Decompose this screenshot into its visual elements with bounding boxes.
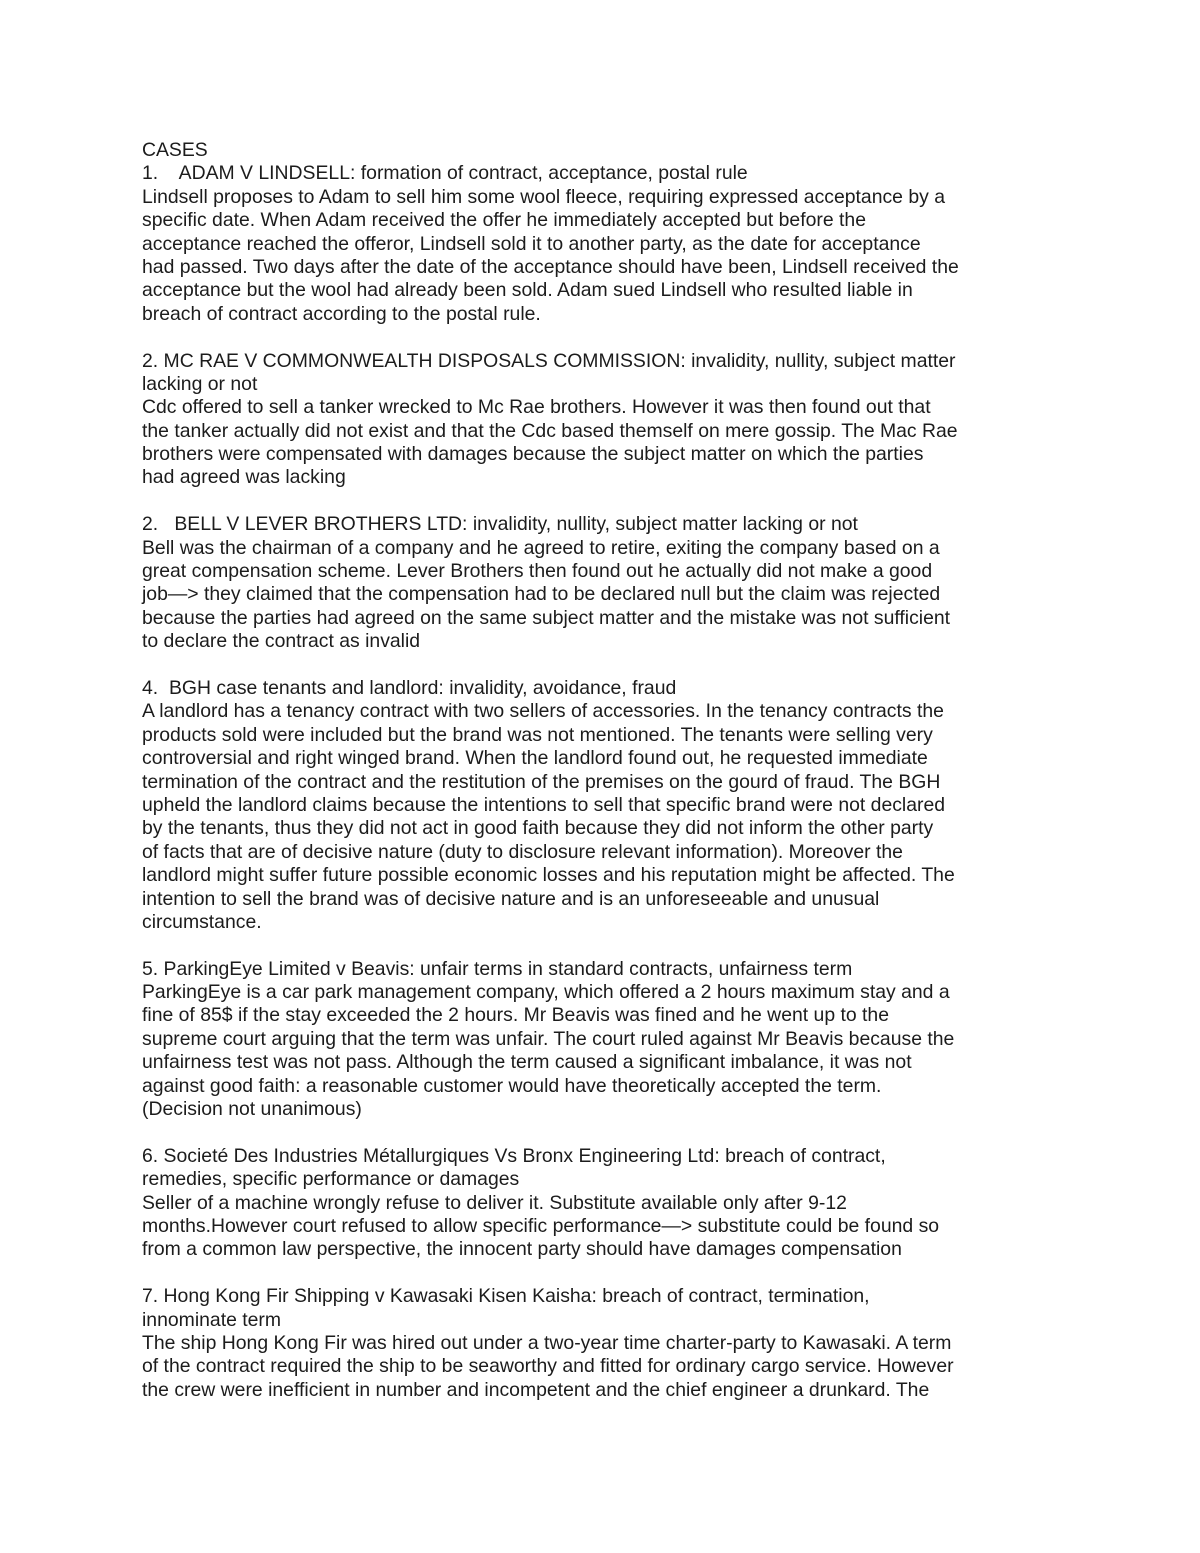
case-text-line: breach of contract according to the postal rule. — [142, 302, 541, 325]
case-text-line: The ship Hong Kong Fir was hired out under a two-year time charter-party to Kawasaki. A term — [142, 1331, 952, 1354]
case-text-line: intention to sell the brand was of decisive nature and is an unforeseeable and unusual — [142, 887, 880, 910]
case-text-line: from a common law perspective, the innocent party should have damages compensation — [142, 1238, 902, 1261]
case-text-line: unfairness test was not pass. Although the term caused a significant imbalance, it was not — [142, 1051, 912, 1074]
case-text-line: of facts that are of decisive nature (duty to disclosure relevant information). Moreover the — [142, 840, 903, 863]
case-text-line: lacking or not — [142, 372, 258, 395]
case-heading-line: 5. ParkingEye Limited v Beavis: unfair terms in standard contracts, unfairness term — [142, 957, 853, 980]
case-text-line: ParkingEye is a car park management company, which offered a 2 hours maximum stay and a — [142, 981, 950, 1004]
case-text-line: acceptance but the wool had already been sold. Adam sued Lindsell who resulted liable in — [142, 279, 913, 302]
case-text-line: landlord might suffer future possible economic losses and his reputation might be affected. The — [142, 864, 955, 887]
case-heading-line: 7. Hong Kong Fir Shipping v Kawasaki Kisen Kaisha: breach of contract, termination, — [142, 1285, 870, 1308]
case-text-line: termination of the contract and the restitution of the premises on the gourd of fraud. The BGH — [142, 770, 941, 793]
case-text-line: because the parties had agreed on the same subject matter and the mistake was not sufficient — [142, 606, 951, 629]
case-text-line: Lindsell proposes to Adam to sell him some wool fleece, requiring expressed acceptance by a — [142, 185, 945, 208]
case-paragraph — [142, 513, 1072, 653]
case-text-line: Cdc offered to sell a tanker wrecked to Mc Rae brothers. However it was then found out that — [142, 396, 931, 419]
paragraph-gap — [142, 934, 1072, 957]
document-body — [142, 139, 1072, 1402]
case-text-line: great compensation scheme. Lever Brothers then found out he actually did not make a good — [142, 560, 933, 583]
case-text-line: upheld the landlord claims because the intentions to sell that specific brand were not declared — [142, 793, 946, 816]
case-text-line: had agreed was lacking — [142, 466, 346, 489]
paragraph-gap — [142, 1262, 1072, 1285]
case-text-line: Bell was the chairman of a company and he agreed to retire, exiting the company based on a — [142, 536, 940, 559]
case-text-line: to declare the contract as invalid — [142, 630, 421, 653]
case-paragraph — [142, 162, 1072, 326]
case-text-line: remedies, specific performance or damages — [142, 1168, 520, 1191]
case-text-line: fine of 85$ if the stay exceeded the 2 hours. Mr Beavis was fined and he went up to the — [142, 1004, 890, 1027]
case-text-line: months.However court refused to allow specific performance—> substitute could be found so — [142, 1214, 940, 1237]
case-text-line: against good faith: a reasonable customer would have theoretically accepted the term. — [142, 1074, 882, 1097]
case-text-line: had passed. Two days after the date of the acceptance should have been, Lindsell received the — [142, 255, 959, 278]
case-text-line: the tanker actually did not exist and that the Cdc based themself on mere gossip. The Mac Rae — [142, 419, 958, 442]
case-text-line: by the tenants, thus they did not act in good faith because they did not inform the other party — [142, 817, 934, 840]
case-heading-line: 2. BELL V LEVER BROTHERS LTD: invalidity, nullity, subject matter lacking or not — [142, 513, 858, 536]
case-paragraph — [142, 1145, 1072, 1262]
case-paragraph — [142, 1285, 1072, 1402]
case-heading-line: 1. ADAM V LINDSELL: formation of contract, acceptance, postal rule — [142, 162, 748, 185]
case-text-line: acceptance reached the offeror, Lindsell sold it to another party, as the date for acceptance — [142, 232, 921, 255]
case-text-line: the crew were inefficient in number and incompetent and the chief engineer a drunkard. The — [142, 1378, 930, 1401]
paragraph-gap — [142, 326, 1072, 349]
case-list — [142, 162, 1072, 1402]
paragraph-gap — [142, 654, 1072, 677]
case-text-line: specific date. When Adam received the offer he immediately accepted but before the — [142, 209, 866, 232]
case-text-line: supreme court arguing that the term was unfair. The court ruled against Mr Beavis because the — [142, 1027, 955, 1050]
case-text-line: innominate term — [142, 1308, 282, 1331]
case-text-line: circumstance. — [142, 910, 262, 933]
case-paragraph — [142, 677, 1072, 934]
case-text-line: products sold were included but the brand was not mentioned. The tenants were selling very — [142, 723, 933, 746]
case-text-line: A landlord has a tenancy contract with two sellers of accessories. In the tenancy contracts the — [142, 700, 944, 723]
case-paragraph — [142, 958, 1072, 1122]
paragraph-gap — [142, 490, 1072, 513]
case-heading-line: 2. MC RAE V COMMONWEALTH DISPOSALS COMMISSION: invalidity, nullity, subject matter — [142, 349, 956, 372]
case-text-line: of the contract required the ship to be seaworthy and fitted for ordinary cargo service. However — [142, 1355, 954, 1378]
document-title: CASES — [142, 139, 208, 161]
case-text-line: (Decision not unanimous) — [142, 1098, 362, 1121]
case-text-line: job—> they claimed that the compensation had to be declared null but the claim was rejected — [142, 583, 941, 606]
case-text-line: brothers were compensated with damages because the subject matter on which the parties — [142, 443, 924, 466]
paragraph-gap — [142, 1121, 1072, 1144]
case-text-line: Seller of a machine wrongly refuse to deliver it. Substitute available only after 9-12 — [142, 1191, 847, 1214]
case-text-line: controversial and right winged brand. When the landlord found out, he requested immediate — [142, 747, 928, 770]
case-heading-line: 6. Societé Des Industries Métallurgiques Vs Bronx Engineering Ltd: breach of contract, — [142, 1144, 886, 1167]
case-heading-line: 4. BGH case tenants and landlord: invalidity, avoidance, fraud — [142, 676, 677, 699]
case-paragraph — [142, 350, 1072, 490]
